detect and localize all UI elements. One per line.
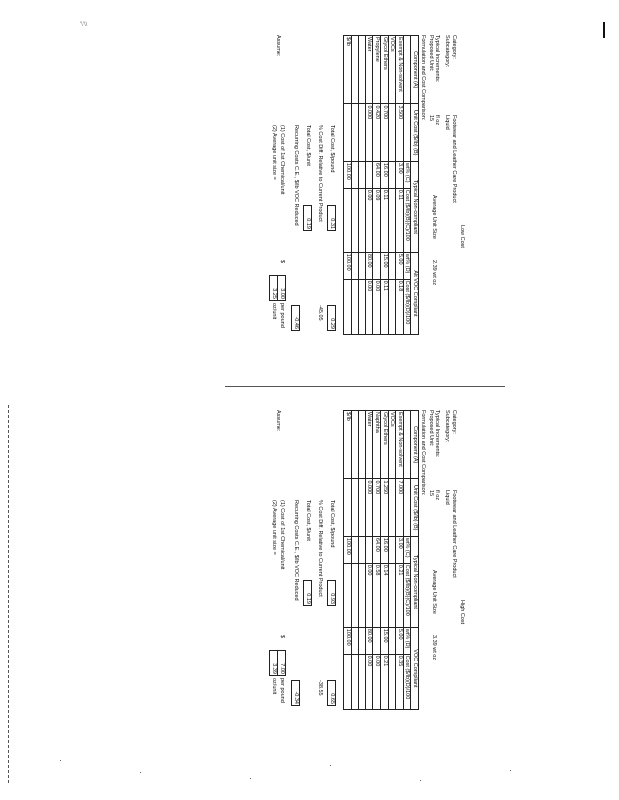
edge-mark: [603, 22, 605, 38]
col-wt-d: wt% (D): [403, 627, 411, 654]
total-cost-typ: 0.31: [327, 205, 336, 231]
category-label: Category:: [451, 410, 457, 434]
table-row: VOCs: [388, 36, 396, 335]
col-cost-c: Cost ($/lb)(B)(C)/100: [403, 563, 411, 627]
cost-per-unit-label: Total Cost, $/unit: [305, 500, 311, 541]
col-wt-c: wt% (C): [403, 162, 411, 189]
col-cost-d: Cost ($/lb)(D)/100: [403, 654, 411, 709]
avg-unit-value: 3.39 wt oz: [431, 635, 437, 661]
recurring-label: Recurring Costs C.E., $/lb VOC Reduced: [293, 500, 299, 601]
pct-diff-value: -45.05: [317, 305, 323, 321]
scan-speck: [250, 778, 251, 779]
scan-speck: [60, 760, 61, 761]
totals-row: $/lb 100.00 100.00: [344, 411, 352, 710]
assume-value-2: 3.39: [269, 650, 278, 676]
scan-speck: [510, 770, 511, 771]
total-cost-label: Total Cost, $/pound: [329, 125, 335, 173]
avg-unit-label: Average Unit Size: [431, 195, 437, 239]
category-value: Footwear and Leather Care Product: [451, 115, 457, 203]
avg-unit-label: Average Unit Size: [431, 570, 437, 614]
increments-unit: fl oz: [434, 490, 440, 501]
total-cost-alt: 0.29: [327, 305, 336, 331]
table-row: Glycol Ethers 1.250 16.00 0.14 15.00 0.21: [381, 411, 389, 710]
col-compliant: Alt VOC Compliant: [411, 252, 419, 334]
subcategory-value: Liquid: [444, 115, 450, 130]
formulation-label: Formulation and Cost Comparison:: [420, 410, 426, 496]
assume-line-2: (2) Average unit size =: [271, 500, 277, 555]
proposed-unit-value: 15: [428, 115, 434, 122]
proposed-unit-label: Proposed Unit:: [428, 35, 434, 72]
col-unit-cost: Unit Cost ($/lb) (B): [411, 479, 419, 537]
col-cost-c: Cost ($/lb)(B)(C)/100: [403, 188, 411, 252]
scan-speck: [140, 772, 141, 773]
cost-per-unit-value: 0.19: [303, 580, 312, 606]
assume-value-1: 3.00: [277, 275, 286, 301]
pct-diff-value: -38.55: [317, 680, 323, 696]
corner-mark: '\'\\: [80, 22, 88, 28]
assume-unit-1: per pound: [279, 678, 285, 703]
assume-line-2: (2) Average unit size =: [271, 125, 277, 180]
margin-line: [8, 405, 9, 785]
table-row: Glycol Ethers 0.700 16.00 0.11 15.00 0.11: [381, 36, 389, 335]
formulation-label: Formulation and Cost Comparison:: [420, 35, 426, 121]
assume-unit-1: per pound: [279, 303, 285, 328]
worksheet-type: High Cost: [459, 600, 465, 625]
table-row: Water 0.000 0.00 80.00 0.00: [365, 36, 373, 335]
recurring-value: -0.46: [291, 305, 300, 331]
category-value: Footwear and Leather Care Product: [451, 490, 457, 578]
totals-row: $/lb 100.00 100.00: [344, 36, 352, 335]
proposed-unit-value: 15: [428, 490, 434, 497]
col-cost-d: Cost ($/lb)(D)/100: [403, 279, 411, 334]
subcategory-label: Subcategory:: [444, 35, 450, 68]
assume-currency: $: [279, 635, 285, 639]
col-wt-c: wt% (C): [403, 537, 411, 564]
category-label: Category:: [451, 35, 457, 59]
total-cost-typ: 0.93: [327, 580, 336, 606]
increments-label: Typical Increments:: [434, 410, 440, 458]
pct-diff-label: % Cost Diff. Relative to Current Product: [317, 500, 323, 597]
low-cost-worksheet: [255, 35, 465, 395]
cost-per-unit-label: Total Cost, $/unit: [305, 125, 311, 166]
subcategory-label: Subcategory:: [444, 410, 450, 443]
assume-unit-2: oz/unit: [271, 678, 277, 695]
table-row: VOCs: [388, 411, 396, 710]
table-row: Naphtha 0.700 64.00 0.58 0.00: [373, 411, 381, 710]
cost-table: [343, 35, 419, 335]
avg-unit-value: 2.39 wt oz: [431, 260, 437, 286]
col-unit-cost: Unit Cost ($/lb) (B): [411, 104, 419, 162]
assume-currency: $: [279, 260, 285, 264]
assume-label: Assume:: [275, 35, 281, 57]
assume-unit-2: oz/unit: [271, 303, 277, 320]
recurring-value: -0.34: [291, 680, 300, 706]
col-wt-d: wt% (D): [403, 252, 411, 279]
table-row: Water 0.000 0.00 80.00 0.00: [365, 411, 373, 710]
col-component: Component (A): [411, 411, 419, 479]
increments-unit: fl oz: [434, 115, 440, 126]
assume-value-1: 7.00: [277, 650, 286, 676]
increments-label: Typical Increments:: [434, 35, 440, 83]
section-divider: [225, 386, 505, 387]
assume-line-1: (1) Cost of 1st Chemical/unit: [279, 125, 285, 195]
assume-label: Assume:: [275, 410, 281, 432]
total-cost-alt: 0.65: [327, 680, 336, 706]
col-typical: Typical Non-compliant: [411, 537, 419, 628]
assume-value-2: 3.25: [269, 275, 278, 301]
high-cost-worksheet: [255, 410, 465, 770]
worksheet-type: Low Cost: [459, 225, 465, 248]
subcategory-value: Liquid: [444, 490, 450, 505]
proposed-unit-label: Proposed Unit:: [428, 410, 434, 447]
col-typical: Typical Non-compliant: [411, 162, 419, 253]
scan-speck: [330, 765, 331, 766]
table-row: Exempt & Non-solvent 3.500 3.00 0.11 5.00 0.18: [396, 36, 404, 335]
table-row: Propylene 0.420 64.00 0.09 0.00: [373, 36, 381, 335]
col-component: Component (A): [411, 36, 419, 104]
total-cost-label: Total Cost, $/pound: [329, 500, 335, 548]
assume-line-1: (1) Cost of 1st Chemical/unit: [279, 500, 285, 570]
pct-diff-label: % Cost Diff. Relative to Current Product: [317, 125, 323, 222]
col-compliant: VOC Compliant: [411, 627, 419, 709]
table-row: Exempt & Non-solvent 7.000 3.00 0.21 5.00 0.35: [396, 411, 404, 710]
scan-speck: [420, 780, 421, 781]
cost-per-unit-value: 0.19: [303, 205, 312, 231]
recurring-label: Recurring Costs C.E., $/lb VOC Reduced: [293, 125, 299, 226]
cost-table: [343, 410, 419, 710]
